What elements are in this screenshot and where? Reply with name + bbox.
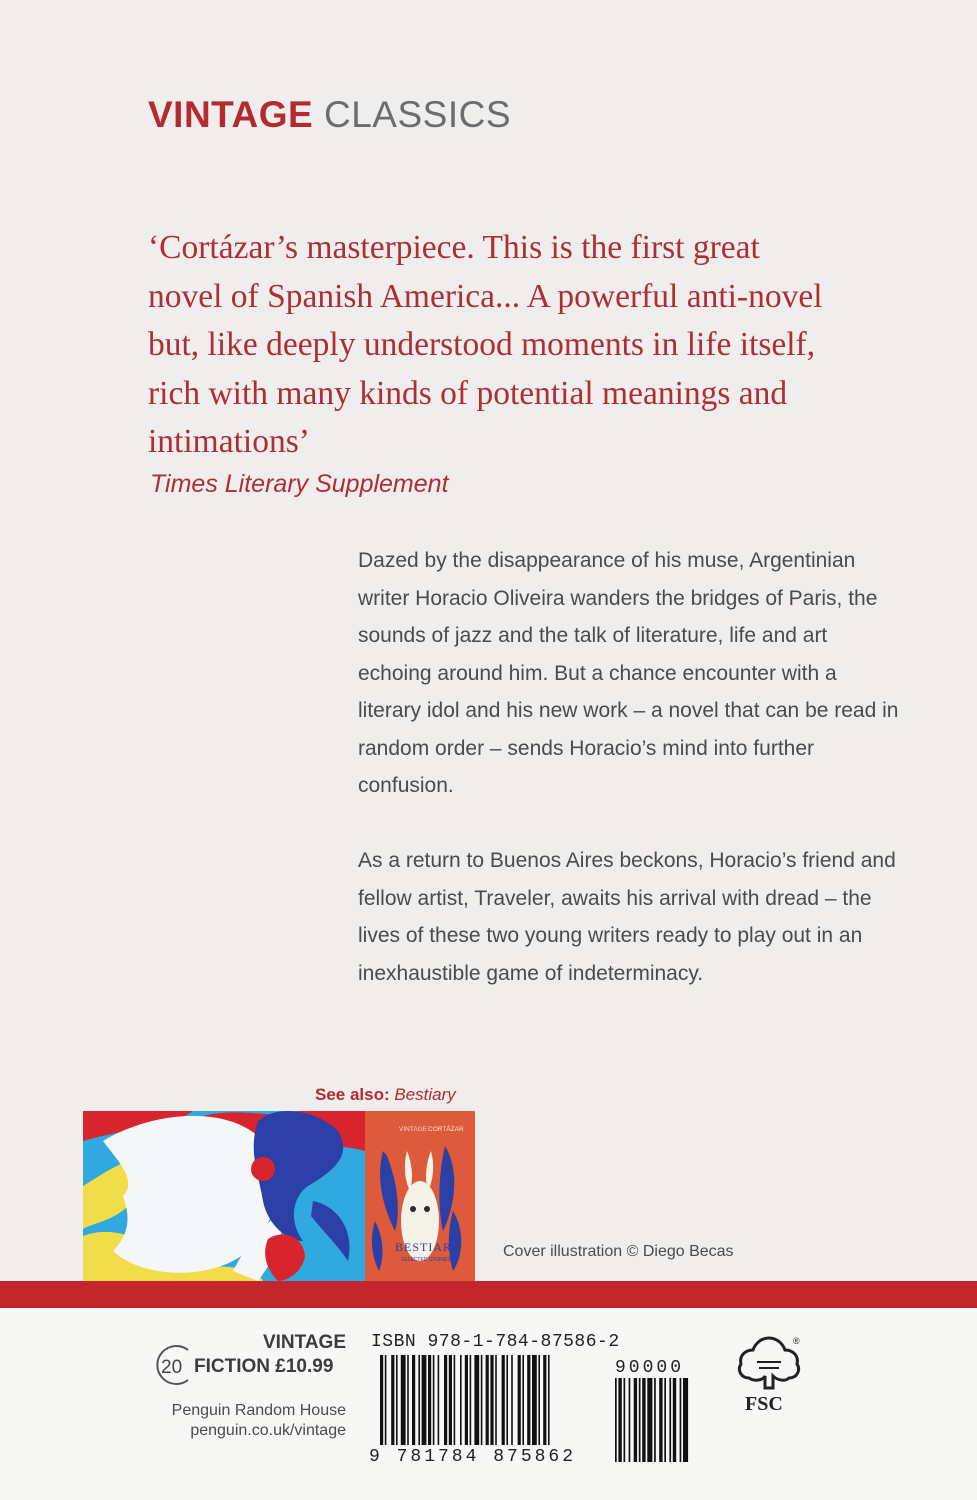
review-quote: ‘Cortázar’s masterpiece. This is the first great novel of Spanish America... A powerful anti-novel but, like deeply understood moments in life itself, rich with many kinds of potential meanings and intimations’ <box>148 229 823 460</box>
publisher-info <box>172 1401 346 1441</box>
isbn-barcode <box>380 1355 596 1447</box>
addon-bar <box>642 1378 645 1462</box>
publisher-name: Penguin Random House <box>171 1402 346 1419</box>
brand-imprint: VINTAGE <box>148 94 314 135</box>
barcode-bar <box>518 1355 521 1445</box>
barcode-bar <box>396 1355 398 1445</box>
vintage-imprint-label: VINTAGE <box>262 1332 346 1353</box>
barcode-bar <box>407 1355 409 1445</box>
barcode-digits: 9 781784 875862 <box>369 1447 577 1467</box>
brand-series: CLASSICS <box>324 94 512 135</box>
blurb-paragraph-2: As a return to Buenos Aires beckons, Horacio’s friend and fellow artist, Traveler, awaits his arrival with dread – the lives of these two young writers ready to play out in an inexhaustible game of indeterminacy. <box>358 849 896 985</box>
barcode-bar <box>391 1355 394 1445</box>
mini-cover-subtitle: SELECTED STORIES <box>401 1257 451 1263</box>
quote-source: Times Literary Supplement <box>150 470 449 498</box>
addon-bar <box>647 1378 652 1462</box>
mini-cover-title: BESTIARY <box>395 1240 462 1254</box>
barcode-bar <box>502 1355 505 1445</box>
addon-bar <box>618 1378 621 1462</box>
addon-bar <box>680 1378 682 1462</box>
bestiary-cover-thumbnail <box>365 1111 475 1281</box>
anniversary-number: 20 <box>161 1357 183 1378</box>
barcode-bar <box>543 1355 546 1445</box>
registered-mark: ® <box>793 1336 800 1346</box>
addon-bar <box>624 1378 626 1462</box>
category-price <box>194 1356 333 1378</box>
addon-bar <box>659 1378 662 1462</box>
barcode-bar <box>490 1355 493 1445</box>
barcode-bar <box>401 1355 406 1445</box>
price-label: £10.99 <box>275 1356 334 1377</box>
barcode-bar <box>460 1355 462 1445</box>
fsc-label: FSC <box>745 1393 783 1415</box>
series-logo <box>148 94 511 136</box>
cover-credit: Cover illustration © Diego Becas <box>503 1243 734 1260</box>
price-addon-barcode <box>615 1378 713 1464</box>
category-label: FICTION <box>194 1356 270 1377</box>
price-addon-digits: 90000 <box>615 1358 685 1378</box>
addon-bar <box>664 1378 666 1462</box>
barcode-bar <box>527 1355 530 1445</box>
addon-bar <box>683 1378 688 1462</box>
blurb-paragraph-1: Dazed by the disappearance of his muse, Argentinian writer Horacio Oliveira wanders the bridges of Paris, the sounds of jazz and the talk of literature, life and art echoing around him. But a chance encounter with a literary idol and his new work – a novel that can be read in random order – sends Horacio’s mind into further confusion. <box>358 549 899 797</box>
barcode-bar <box>465 1355 468 1445</box>
barcode-bar <box>385 1355 387 1445</box>
barcode-bar <box>474 1355 479 1445</box>
twenty-years-icon <box>150 1343 194 1387</box>
mini-cover-imprint: VINTAGE <box>399 1126 428 1133</box>
barcode-bar <box>428 1355 431 1445</box>
barcode-bar <box>418 1355 420 1445</box>
barcode-bar <box>486 1355 489 1445</box>
barcode-bar <box>495 1355 497 1445</box>
mini-cover-author: CORTÁZAR <box>428 1126 464 1133</box>
barcode-bar <box>481 1355 483 1445</box>
addon-bar <box>669 1378 671 1462</box>
see-also-title: Bestiary <box>394 1085 456 1104</box>
addon-bar <box>634 1378 637 1462</box>
addon-bar <box>673 1378 676 1462</box>
fsc-tree-logo-icon <box>733 1332 805 1394</box>
barcode-bar <box>454 1355 456 1445</box>
bestiary-cover-art <box>365 1111 475 1281</box>
barcode-bar <box>470 1355 472 1445</box>
addon-bar <box>654 1378 656 1462</box>
red-divider-bar <box>0 1281 977 1308</box>
see-also <box>315 1085 456 1105</box>
barcode-bar <box>438 1355 440 1445</box>
barcode-bar <box>444 1355 447 1445</box>
barcode-bar <box>449 1355 452 1445</box>
barcode-bar <box>522 1355 524 1445</box>
barcode-bar <box>532 1355 537 1445</box>
illustration-art <box>83 1111 365 1281</box>
barcode-bar <box>538 1355 540 1445</box>
addon-bar <box>639 1378 641 1462</box>
addon-bar <box>629 1378 631 1462</box>
barcode-bar <box>506 1355 508 1445</box>
cover-illustration <box>83 1111 365 1281</box>
barcode-bar <box>422 1355 427 1445</box>
barcode-bar <box>433 1355 435 1445</box>
isbn-text: ISBN 978-1-784-87586-2 <box>371 1332 620 1352</box>
barcode-bar <box>380 1355 383 1445</box>
addon-bar <box>615 1378 617 1462</box>
barcode-bar <box>511 1355 513 1445</box>
publisher-website: penguin.co.uk/vintage <box>190 1422 346 1439</box>
barcode-bar <box>548 1355 550 1445</box>
barcode-bar <box>412 1355 415 1445</box>
see-also-label: See also: <box>315 1085 390 1104</box>
